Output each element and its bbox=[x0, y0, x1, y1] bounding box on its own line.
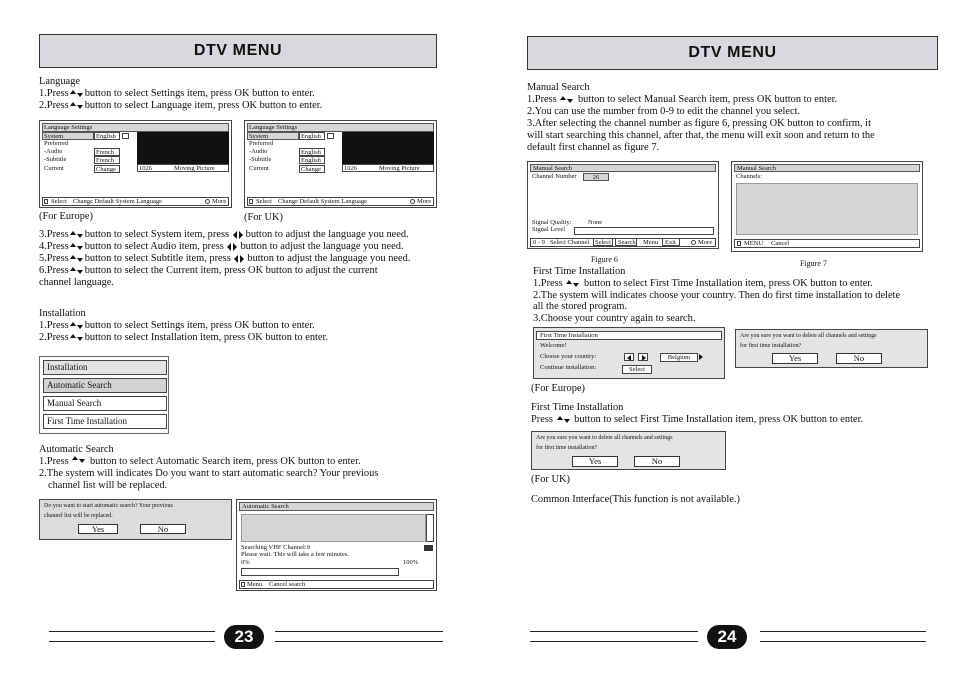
preferred-label: Preferred bbox=[44, 140, 69, 147]
subtitle-value: French bbox=[94, 156, 120, 164]
country-prev-button[interactable] bbox=[624, 353, 634, 361]
channel-number-label: Channel Number bbox=[532, 173, 577, 180]
updown-icon bbox=[72, 456, 86, 464]
man-step-3-line-1: 3.After selecting the channel number as figure 6, pressing OK button to confirm, it bbox=[527, 118, 871, 129]
language-screen-uk bbox=[244, 120, 437, 208]
hint-bar: 0 - 9 Select Channel Select Search Menu Exit More bbox=[530, 238, 716, 247]
preferred-label: Preferred bbox=[249, 140, 274, 147]
footer-rule-right-c bbox=[760, 631, 926, 632]
current-label: Current bbox=[249, 165, 269, 172]
subtitle-label: -Subtitle bbox=[44, 156, 67, 163]
first-time-installation-heading: First Time Installation bbox=[533, 266, 626, 277]
manual-search-heading: Manual Search bbox=[527, 82, 590, 93]
no-button[interactable]: No bbox=[836, 353, 882, 364]
audio-label: -Audio bbox=[44, 148, 63, 155]
updown-icon bbox=[560, 96, 574, 104]
man-step-1: 1.Press button to select Manual Search item, press OK button to enter. bbox=[527, 94, 838, 105]
screen-title: First Time Installation bbox=[536, 331, 722, 340]
right-banner bbox=[527, 36, 938, 70]
updown-icon bbox=[70, 322, 84, 330]
channel-number-input[interactable]: 26 bbox=[583, 173, 609, 181]
progress-start-label: 0% bbox=[241, 559, 250, 566]
fti-step-3: 3.Choose your country again to search. bbox=[533, 313, 696, 324]
man-step-2: 2.You can use the number from 0-9 to edit the channel you select. bbox=[527, 106, 801, 117]
right-arrow-icon bbox=[642, 355, 646, 361]
screen-title: Language Settings bbox=[247, 123, 434, 132]
figure-7-screen bbox=[731, 161, 923, 252]
country-select[interactable]: Belgium bbox=[660, 353, 698, 362]
scrollbar[interactable] bbox=[426, 514, 434, 542]
searching-text: Searching VHF Channel:9 bbox=[241, 544, 310, 551]
left-arrow-icon bbox=[627, 355, 631, 361]
installation-menu bbox=[39, 356, 169, 434]
dialog-text-line-2: channel list will be replaced. bbox=[44, 513, 113, 519]
man-step-3-line-2: will start searching this channel, after that, the menu will exit soon and return to the bbox=[527, 130, 875, 141]
screen-title: Manual Search bbox=[530, 164, 716, 172]
fti-step-2-line-1: 2.The system will indicates choose your country. Then do first time installation to delete bbox=[533, 290, 901, 301]
yes-button[interactable]: Yes bbox=[572, 456, 618, 467]
footer-rule-left-a bbox=[49, 631, 215, 632]
confirm-text-line-1: Are you sure you want to delete all channels and settings bbox=[740, 333, 877, 339]
video-preview bbox=[137, 132, 229, 164]
lang-step-2: 2.Press button to select Language item, press OK button to enter. bbox=[39, 100, 323, 111]
confirm-delete-dialog-europe bbox=[735, 329, 928, 368]
footer-rule-left-d bbox=[275, 641, 443, 642]
no-button[interactable]: No bbox=[634, 456, 680, 467]
signal-icon bbox=[424, 545, 433, 551]
hint-bar: MENU Cancel bbox=[734, 239, 920, 248]
subtitle-value: English bbox=[299, 156, 325, 164]
auto-step-2-cont: channel list will be replaced. bbox=[48, 480, 168, 491]
progress-bar bbox=[241, 568, 399, 576]
choose-country-label: Choose your country: bbox=[540, 353, 597, 360]
footer-rule-left-c bbox=[275, 631, 443, 632]
fti-uk-step: Press button to select First Time Installation item, press OK button to enter. bbox=[531, 414, 864, 425]
change-button: Change bbox=[299, 165, 325, 173]
system-label: System bbox=[247, 132, 299, 140]
first-time-installation-screen bbox=[533, 327, 725, 379]
footer-rule-right-b bbox=[530, 641, 698, 642]
automatic-search-screen bbox=[236, 499, 437, 591]
left-banner-title: DTV MENU bbox=[193, 42, 283, 59]
language-heading: Language bbox=[39, 76, 80, 87]
common-interface-note: Common Interface(This function is not available.) bbox=[531, 494, 740, 505]
no-button[interactable]: No bbox=[140, 524, 186, 534]
audio-label: -Audio bbox=[249, 148, 268, 155]
figure-6-caption: Figure 6 bbox=[591, 255, 618, 264]
footer-rule-left-b bbox=[49, 641, 215, 642]
leftright-icon bbox=[234, 255, 246, 263]
signal-quality-value: None bbox=[588, 219, 603, 226]
current-label: Current bbox=[44, 165, 64, 172]
updown-icon bbox=[70, 255, 84, 263]
inst-step-2: 2.Press button to select Installation item, press OK button to enter. bbox=[39, 332, 329, 343]
footer-rule-right-a bbox=[530, 631, 698, 632]
man-step-3-line-3: default first channel as figure 7. bbox=[527, 142, 660, 153]
updown-icon bbox=[70, 243, 84, 251]
updown-icon bbox=[70, 267, 84, 275]
arrow-icon bbox=[122, 133, 129, 139]
menu-item-manual-search[interactable]: Manual Search bbox=[43, 396, 167, 411]
yes-button[interactable]: Yes bbox=[772, 353, 818, 364]
lang-step-5: 5.Press button to select Subtitle item, press button to adjust the language you need. bbox=[39, 253, 411, 264]
signal-quality-label: Signal Quality: bbox=[532, 219, 572, 226]
continue-installation-label: Continue installation: bbox=[540, 364, 597, 371]
updown-icon bbox=[557, 416, 571, 424]
lang-step-6-cont: channel language. bbox=[39, 277, 115, 288]
figure-6-screen bbox=[527, 161, 719, 249]
language-screen-europe bbox=[39, 120, 232, 208]
inst-step-1: 1.Press button to select Settings item, press OK button to enter. bbox=[39, 320, 315, 331]
installation-heading: Installation bbox=[39, 308, 86, 319]
channel-list-area bbox=[241, 514, 426, 542]
menu-item-first-time-installation[interactable]: First Time Installation bbox=[43, 414, 167, 429]
system-value: English bbox=[94, 132, 120, 140]
caption-uk: (For UK) bbox=[244, 212, 283, 223]
auto-step-2: 2.The system will indicates Do you want to start automatic search? Your previous bbox=[39, 468, 379, 479]
screen-title: Language Settings bbox=[42, 123, 229, 132]
wait-text: Please wait. This will take a few minutes. bbox=[241, 551, 350, 558]
confirm-text-line-1: Are you sure you want to delete all channels and settings bbox=[536, 435, 673, 441]
confirm-delete-dialog-uk bbox=[531, 431, 726, 470]
updown-icon bbox=[70, 90, 84, 98]
audio-value: English bbox=[299, 148, 325, 156]
hint-bar: Select Change Default System Language More bbox=[247, 197, 434, 206]
welcome-text: Welcome! bbox=[540, 342, 567, 349]
caption-europe-right: (For Europe) bbox=[531, 383, 585, 394]
confirm-text-line-2: for first time installation? bbox=[740, 343, 802, 349]
subtitle-label: -Subtitle bbox=[249, 156, 272, 163]
change-button: Change bbox=[94, 165, 120, 173]
figure-7-caption: Figure 7 bbox=[800, 259, 827, 268]
menu-item-installation[interactable]: Installation bbox=[43, 360, 167, 375]
system-label: System bbox=[42, 132, 94, 140]
caption-europe: (For Europe) bbox=[39, 211, 93, 222]
signal-level-bar bbox=[574, 227, 714, 235]
auto-step-1: 1.Press button to select Automatic Search item, press OK button to enter. bbox=[39, 456, 361, 467]
confirm-text-line-2: for first time installation? bbox=[536, 445, 598, 451]
channels-label: Channels: bbox=[736, 173, 762, 180]
progress-end-label: 100% bbox=[403, 559, 419, 566]
fti-step-2-line-2: all the stored program. bbox=[533, 301, 628, 312]
hint-bar: Select Change Default System Language More bbox=[42, 197, 229, 206]
system-value: English bbox=[299, 132, 325, 140]
screen-title: Manual Search bbox=[734, 164, 920, 172]
channels-list-area bbox=[736, 183, 918, 235]
lang-step-1: 1.Press button to select Settings item, press OK button to enter. bbox=[39, 88, 315, 99]
hint-bar: Menu Cancel search bbox=[239, 580, 434, 589]
automatic-search-heading: Automatic Search bbox=[39, 444, 114, 455]
channel-bar: 1026 Moving Picture bbox=[342, 164, 434, 172]
left-banner bbox=[39, 34, 437, 68]
lang-step-4: 4.Press button to select Audio item, press button to adjust the language you need. bbox=[39, 241, 404, 252]
menu-item-automatic-search[interactable]: Automatic Search bbox=[43, 378, 167, 393]
dialog-text-line-1: Do you want to start automatic search? Your previous bbox=[44, 503, 173, 509]
leftright-icon bbox=[233, 231, 245, 239]
leftright-icon bbox=[227, 243, 239, 251]
updown-icon bbox=[70, 334, 84, 342]
updown-icon bbox=[70, 102, 84, 110]
signal-level-label: Signal Level bbox=[532, 226, 566, 233]
right-banner-title: DTV MENU bbox=[688, 44, 777, 61]
lang-step-3: 3.Press button to select System item, press button to adjust the language you need. bbox=[39, 229, 409, 240]
right-arrow-icon bbox=[699, 354, 703, 360]
updown-icon bbox=[566, 280, 580, 288]
yes-button[interactable]: Yes bbox=[78, 524, 118, 534]
arrow-icon bbox=[327, 133, 334, 139]
footer-rule-right-d bbox=[760, 641, 926, 642]
country-next-button[interactable] bbox=[638, 353, 648, 361]
page-number-left: 23 bbox=[224, 625, 264, 649]
audio-value: French bbox=[94, 148, 120, 156]
video-preview bbox=[342, 132, 434, 164]
select-button[interactable]: Select bbox=[622, 365, 652, 374]
updown-icon bbox=[70, 231, 84, 239]
fti-uk-heading: First Time Installation bbox=[531, 402, 624, 413]
page-number-right: 24 bbox=[707, 625, 747, 649]
start-search-dialog bbox=[39, 499, 232, 540]
lang-step-6: 6.Press button to select the Current item, press OK button to adjust the current bbox=[39, 265, 378, 276]
caption-uk-right: (For UK) bbox=[531, 474, 570, 485]
screen-title: Automatic Search bbox=[239, 502, 434, 511]
channel-bar: 1026 Moving Picture bbox=[137, 164, 229, 172]
fti-step-1: 1.Press button to select First Time Installation item, press OK button to enter. bbox=[533, 278, 873, 289]
